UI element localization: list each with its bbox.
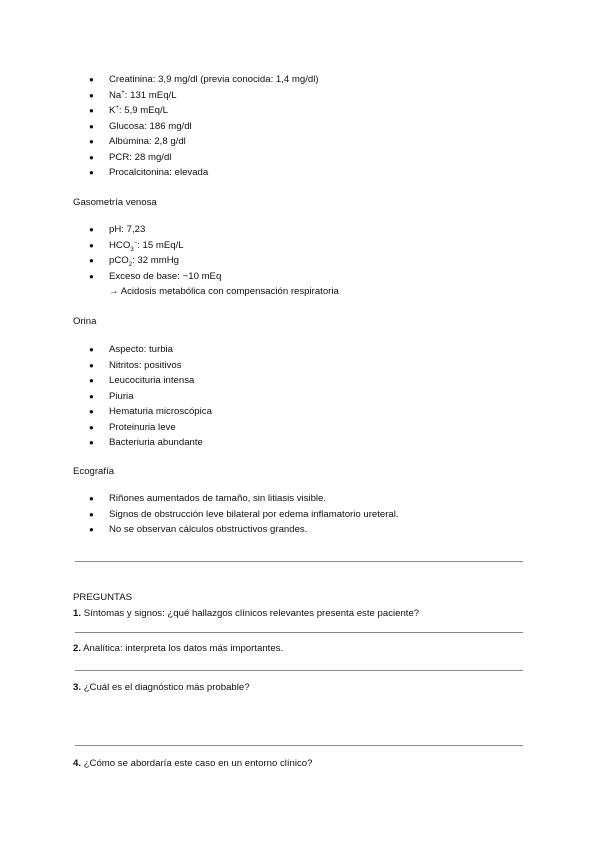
preguntas-heading: PREGUNTAS — [73, 592, 132, 603]
eco-item: Riñones aumentados de tamaño, sin litiasis visible. — [109, 493, 327, 504]
gas-value: 7,23 — [126, 224, 146, 235]
orina-heading: Orina — [73, 316, 97, 327]
bullet-icon: ● — [89, 438, 94, 447]
question-text: : ¿qué hallazgos clínicos relevantes presenta este paciente? — [162, 608, 420, 619]
lab-values-list — [0, 72, 319, 181]
gas-value: 32 mmHg — [137, 255, 180, 266]
lab-label: Procalcitonina — [109, 167, 170, 178]
ecografia-heading: Ecografía — [73, 466, 115, 477]
orina-item: Leucocituria intensa — [109, 375, 195, 386]
answer-line — [75, 745, 523, 746]
question-text: ¿Cuál es el diagnóstico más probable? — [83, 682, 250, 693]
orina-item: Piuria — [109, 390, 134, 402]
bullet-icon: ● — [89, 376, 94, 385]
question-number: 3. — [73, 682, 82, 693]
question-number: 4. — [73, 758, 82, 769]
question-4 — [73, 757, 312, 771]
lab-label: Glucosa — [109, 120, 145, 132]
bullet-icon: ● — [89, 106, 94, 115]
lab-value: elevada — [174, 167, 209, 178]
gas-label: HCO — [109, 239, 131, 251]
lab-label: K — [109, 105, 116, 116]
question-number: 2. — [73, 643, 82, 654]
list-item — [0, 358, 212, 374]
list-item: ● Albúmina: 2,8 g/dl — [0, 134, 319, 150]
list-item: ● Glucosa: 186 mg/dl — [0, 119, 319, 135]
question-topic: Analítica — [83, 643, 120, 654]
list-item: ● PCR: 28 mg/dl — [0, 150, 319, 166]
bullet-icon: ● — [89, 225, 94, 234]
gas-subscript: 3 — [130, 246, 134, 253]
eco-item: No se observan cálculos obstructivos grandes. — [109, 524, 308, 535]
question-text: : interpreta los datos más importantes. — [119, 643, 284, 654]
eco-item: Signos de obstrucción leve bilateral por edema inflamatorio ureteral. — [109, 508, 399, 520]
list-item: ● Procalcitonina: elevada — [0, 165, 319, 181]
bullet-icon: ● — [89, 422, 94, 432]
bullet-icon: ● — [89, 137, 94, 146]
list-item: ● Exceso de base: −10 mEq — [0, 269, 221, 285]
gas-label: Exceso de base — [109, 270, 178, 282]
question-number: 1. — [73, 608, 82, 619]
bullet-icon: ● — [89, 494, 94, 503]
list-item: ● pCO$_2$: 32 mmHg — [89, 255, 180, 268]
question-2 — [73, 642, 283, 656]
lab-label: Creatinina — [109, 74, 153, 85]
list-item: ● pH: 7,23 — [0, 222, 221, 238]
bullet-icon: ● — [89, 90, 94, 100]
orina-item: Bacteriuria abundante — [109, 437, 203, 448]
orina-list — [0, 342, 212, 451]
list-item: ● Creatinina: 3,9 mg/dl (previa conocida: 1,4 mg/dl) — [0, 72, 319, 88]
lab-value: 28 mg/dl — [134, 151, 172, 163]
lab-label: Na — [109, 89, 122, 101]
gas-label: pCO — [109, 255, 129, 266]
gas-subscript: 2 — [128, 261, 133, 268]
ecografia-list — [0, 491, 399, 538]
question-3 — [73, 681, 250, 695]
bullet-icon: ● — [89, 407, 94, 416]
orina-item: Nitritos: positivos — [109, 359, 182, 371]
answer-line — [75, 632, 523, 633]
bullet-icon: ● — [89, 345, 94, 354]
bullet-icon: ● — [89, 75, 94, 84]
question-text: ¿Cómo se abordaría este caso en un entorno clínico? — [83, 758, 313, 769]
lab-value: 131 mEq/L — [130, 89, 177, 101]
list-item — [0, 507, 399, 523]
gas-superscript: − — [133, 239, 138, 246]
list-item — [0, 435, 212, 451]
section-divider — [75, 561, 523, 562]
list-item — [0, 491, 399, 507]
gasometria-heading: Gasometría venosa — [73, 197, 157, 208]
bullet-icon: ● — [89, 121, 94, 131]
bullet-icon: ● — [89, 168, 94, 177]
gas-label: pH — [109, 224, 122, 235]
list-item — [0, 420, 212, 436]
list-item — [0, 373, 212, 389]
orina-item: Hematuria microscópica — [109, 406, 212, 417]
gasometria-list — [0, 222, 221, 284]
question-1 — [73, 607, 419, 621]
lab-value: 2,8 g/dl — [154, 136, 186, 147]
bullet-icon: ● — [89, 509, 94, 519]
orina-item: Aspecto: turbia — [109, 344, 173, 355]
lab-superscript: + — [115, 104, 119, 111]
question-topic: Síntomas y signos — [83, 608, 163, 619]
bullet-icon: ● — [89, 271, 94, 281]
lab-label: PCR — [109, 151, 130, 163]
gasometria-conclusion: → Acidosis metabólica con compensación respiratoria — [109, 286, 339, 297]
list-item — [0, 342, 212, 358]
bullet-icon: ● — [89, 360, 94, 370]
lab-label: Albúmina — [109, 136, 149, 147]
bullet-icon: ● — [89, 256, 94, 265]
gas-value: 15 mEq/L — [142, 239, 184, 251]
lab-value: 186 mg/dl — [149, 120, 192, 132]
list-item — [0, 389, 212, 405]
bullet-icon: ● — [89, 525, 94, 534]
list-item — [0, 404, 212, 420]
bullet-icon: ● — [89, 152, 94, 162]
lab-value: 3,9 mg/dl (previa conocida: 1,4 mg/dl) — [158, 74, 319, 85]
bullet-icon: ● — [89, 240, 94, 250]
list-item — [0, 522, 399, 538]
lab-value: 5,9 mEq/L — [124, 105, 168, 116]
answer-line — [75, 670, 523, 671]
bullet-icon: ● — [89, 391, 94, 401]
list-item: ● K+: 5,9 mEq/L — [0, 103, 319, 119]
list-item: ● $HCO_3^-$: 15 mEq/L — [89, 239, 184, 253]
lab-superscript: + — [121, 89, 125, 96]
list-item: ● Na+: 131 mEq/L — [0, 88, 319, 104]
gas-value: −10 mEq — [182, 270, 222, 282]
orina-item: Proteinuria leve — [109, 421, 176, 433]
